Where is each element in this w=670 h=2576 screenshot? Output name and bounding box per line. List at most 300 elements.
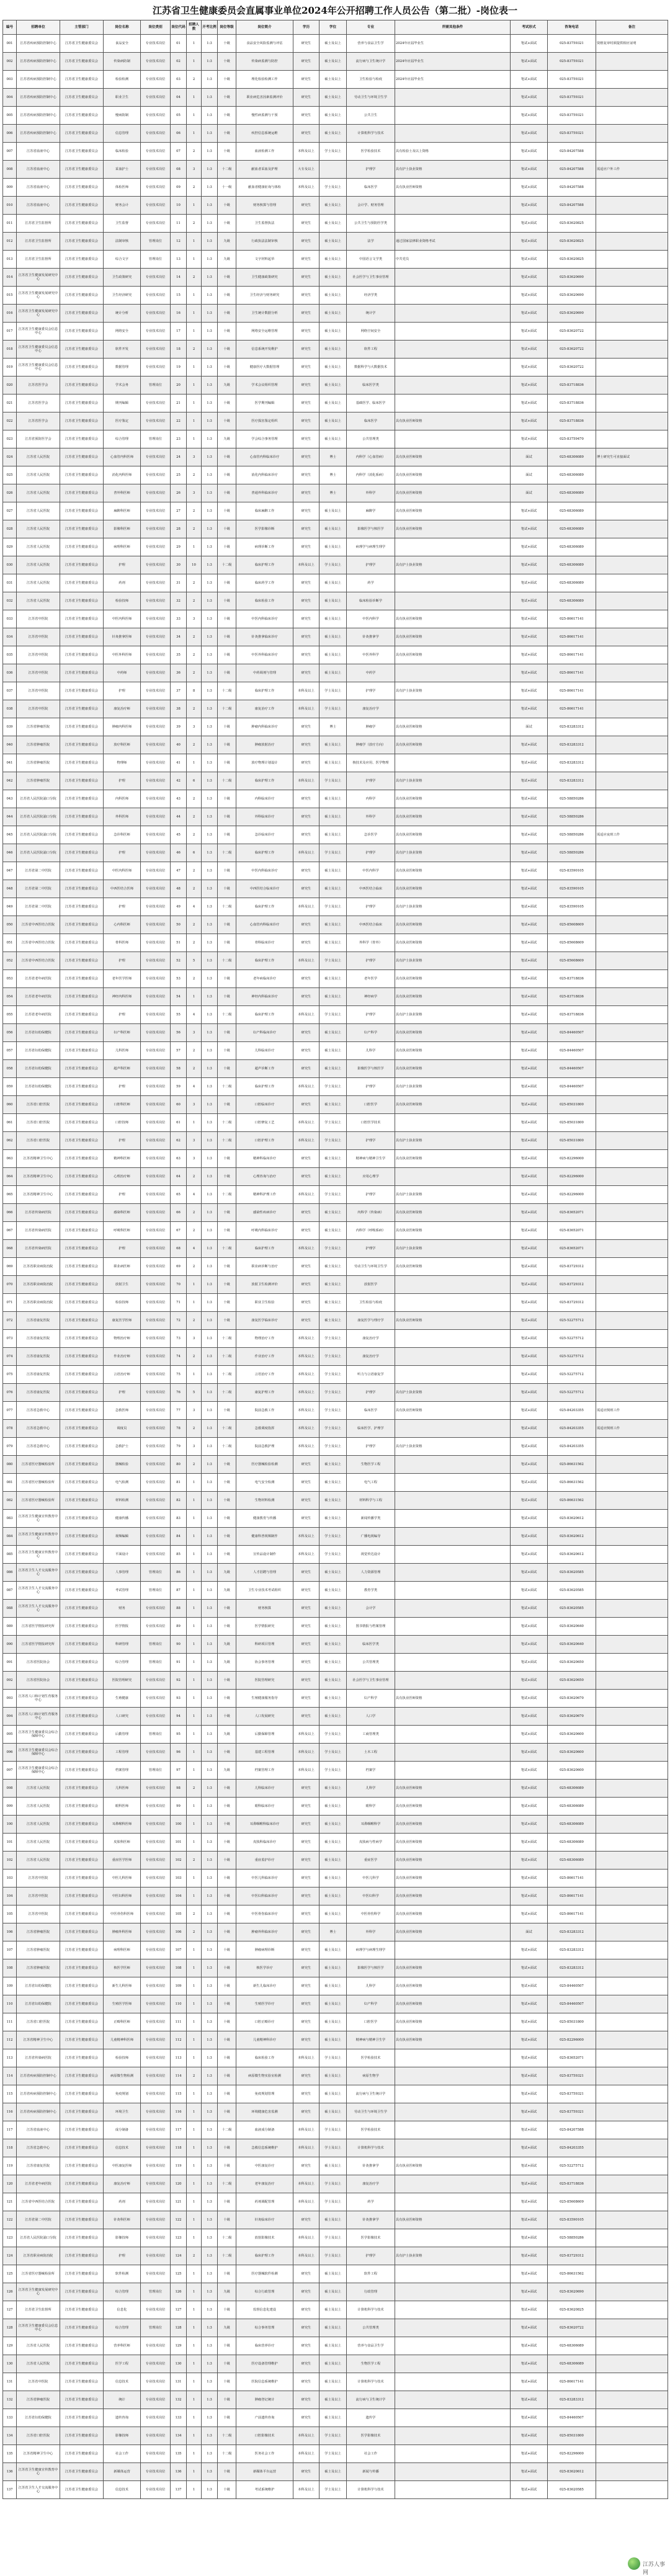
table-row (3, 484, 668, 502)
table-cell: 笔试+面试 (511, 2355, 548, 2373)
table-cell: 007 (3, 143, 17, 161)
table-cell: 具有执业医师资格 (395, 1816, 511, 1834)
table-cell: 笔试+面试 (511, 898, 548, 916)
table-cell: 江苏省精神卫生中心 (17, 1150, 60, 1168)
table-cell: 2024年应届毕业生 (395, 71, 511, 89)
table-cell: 江苏省卫生健康委员会 (60, 574, 104, 592)
table-cell: 学士及以上 (319, 1744, 347, 1762)
table-cell: 江苏省卫生健康委员会 (60, 1420, 104, 1438)
table-cell: 106 (171, 1923, 187, 1941)
table-cell: 江苏省中医院 (17, 2373, 60, 2391)
table-cell: 耳鼻咽喉科临床诊疗 (236, 1816, 293, 1834)
table-cell: 十级 (218, 1150, 236, 1168)
table-cell: 013 (3, 251, 17, 269)
table-cell: 研究生 (293, 988, 319, 1006)
table-cell: 025-83620585 (548, 1600, 596, 1618)
column-header: 专业 (347, 20, 395, 35)
table-cell: 综合文字 (104, 251, 141, 269)
table-cell: 公共管理类 (347, 1654, 395, 1672)
table-cell: 信息管理 (104, 125, 141, 143)
table-cell: 研究生 (293, 1294, 319, 1312)
table-cell (596, 2103, 668, 2121)
table-cell: 134 (3, 2427, 17, 2445)
table-cell: 中医内科临床诊疗 (236, 610, 293, 628)
table-cell: 专业技术岗位 (141, 1330, 171, 1348)
table-cell (596, 1168, 668, 1186)
table-cell: 专业技术岗位 (141, 1096, 171, 1114)
table-cell: 1 (187, 1294, 202, 1312)
table-cell: 心理治疗师 (104, 1168, 141, 1186)
table-cell: 具有护士执业资格 (395, 1078, 511, 1096)
table-cell: 129 (171, 2337, 187, 2355)
table-cell: 江苏省卫生健康委员会 (60, 89, 104, 107)
table-cell: 具有检验士及以上资格 (395, 143, 511, 161)
table-cell: 中医儿科医师 (104, 1870, 141, 1887)
table-cell: 025-83283312 (548, 772, 596, 790)
table-cell: 1 (187, 2391, 202, 2409)
table-cell: 具有执业医师资格 (395, 1024, 511, 1042)
table-cell: 江苏省卫生健康委员会 (60, 628, 104, 646)
table-cell: 儿科学 (347, 1977, 395, 1995)
table-cell (596, 1726, 668, 1744)
table-cell: 1:3 (202, 466, 218, 484)
table-cell: 专业技术岗位 (141, 1816, 171, 1834)
table-cell: 硕士及以上 (319, 2391, 347, 2409)
table-cell: 十二级 (218, 1420, 236, 1438)
table-cell: 025-83590105 (548, 898, 596, 916)
table-cell: 025-68306089 (548, 502, 596, 520)
table-cell: 025 (3, 466, 17, 484)
table-cell (395, 287, 511, 305)
table-cell: 研究生 (293, 2265, 319, 2283)
table-cell: 025-58850286 (548, 844, 596, 862)
table-cell: 十级 (218, 448, 236, 466)
table-cell: 笔试+面试 (511, 251, 548, 269)
table-cell: 江苏省人口和计划生育服务中心 (17, 1708, 60, 1726)
table-cell (596, 502, 668, 520)
table-cell: 32 (171, 592, 187, 610)
table-cell: 62 (171, 1132, 187, 1150)
table-cell: 肿瘤外科临床诊疗 (236, 1923, 293, 1941)
table-cell: 具有执业医师资格 (395, 1995, 511, 2013)
table-cell: 肿瘤放射治疗 (236, 736, 293, 754)
table-cell: 095 (3, 1726, 17, 1744)
table-cell: 专业技术岗位 (141, 700, 171, 718)
table-row (3, 1708, 668, 1726)
table-cell: 027 (3, 502, 17, 520)
table-cell: 护理 (104, 1384, 141, 1402)
table-cell: 江苏省卫生监督所 (17, 251, 60, 269)
table-cell (596, 430, 668, 448)
table-cell: 67 (171, 1222, 187, 1240)
table-cell: 专业技术岗位 (141, 143, 171, 161)
table-cell: 1 (187, 323, 202, 341)
table-row (3, 1546, 668, 1564)
table-cell: 1 (187, 2193, 202, 2211)
table-cell: 中医骨伤科医师 (104, 1905, 141, 1923)
table-cell: 江苏省卫生健康委员会 (60, 934, 104, 952)
table-cell: 江苏省卫生健康委员会 (60, 377, 104, 394)
table-cell: 江苏省卫生健康委员会 (60, 646, 104, 664)
table-cell: 江苏省卫生健康委员会 (60, 520, 104, 538)
table-cell: 江苏省人民医院 (17, 502, 60, 520)
table-cell: 4 (187, 1078, 202, 1096)
table-cell: 听力与言语康复学 (347, 1366, 395, 1384)
table-cell: 江苏省卫生健康委员会 (60, 2247, 104, 2265)
table-cell: 067 (3, 1222, 17, 1240)
table-cell: 医疗器械软件检测 (236, 2265, 293, 2283)
table-cell: 024 (3, 448, 17, 466)
table-cell: 004 (3, 89, 17, 107)
table-cell: 博士 (319, 1923, 347, 1941)
table-cell: 专业技术岗位 (141, 2229, 171, 2247)
table-cell: 74 (171, 1348, 187, 1366)
table-cell: 硕士及以上 (319, 1456, 347, 1474)
table-cell: 病原微生物检测 (104, 2067, 141, 2085)
table-row (3, 1834, 668, 1852)
table-cell: 专业技术岗位 (141, 1941, 171, 1959)
table-cell: 025-83283312 (548, 718, 596, 736)
table-cell: 1:3 (202, 1780, 218, 1798)
table-cell: 医学检验技术 (347, 2049, 395, 2067)
table-cell: 专业技术岗位 (141, 2337, 171, 2355)
table-cell (395, 2427, 511, 2445)
table-cell (395, 2193, 511, 2211)
table-cell: 24 (171, 448, 187, 466)
table-cell: 1:3 (202, 610, 218, 628)
table-cell: 笔试+面试 (511, 2463, 548, 2481)
table-cell: 工商管理类 (347, 1726, 395, 1744)
table-cell: 硕士及以上 (319, 341, 347, 359)
table-row (3, 1186, 668, 1204)
table-cell: 十级 (218, 2103, 236, 2121)
table-cell: 1:3 (202, 1042, 218, 1060)
column-header: 所需其他条件 (395, 20, 511, 35)
table-cell: 江苏省卫生健康委员会 (60, 700, 104, 718)
table-cell: 硕士及以上 (319, 2265, 347, 2283)
table-cell: 十级 (218, 2139, 236, 2157)
table-cell: 笔试+面试 (511, 736, 548, 754)
table-cell: 1 (187, 251, 202, 269)
table-cell: 江苏省卫生健康委员会 (60, 233, 104, 251)
table-cell: 1 (187, 2013, 202, 2031)
table-cell: 86 (171, 1564, 187, 1582)
table-cell (596, 1330, 668, 1348)
table-cell: 研究生 (293, 1995, 319, 2013)
table-cell: 2 (187, 646, 202, 664)
table-cell: 普通外科临床诊疗 (236, 484, 293, 502)
table-cell (596, 2409, 668, 2427)
table-cell: 研究生 (293, 2103, 319, 2121)
table-cell: 江苏省卫生健康委员会 (60, 2265, 104, 2283)
table-cell: 研究生 (293, 359, 319, 377)
table-cell: 江苏省卫生健康委员会 (60, 1222, 104, 1240)
table-cell: 管理岗位 (141, 2283, 171, 2301)
table-cell: 江苏省卫生健康发展研究中心 (17, 305, 60, 323)
table-cell: 护理 (104, 1078, 141, 1096)
table-cell: 研究生 (293, 862, 319, 880)
table-cell: 江苏省卫生健康委员会 (60, 1096, 104, 1114)
table-cell: 新媒体运营 (104, 2463, 141, 2481)
table-cell: 笔试+面试 (511, 1510, 548, 1528)
table-cell: 后勤保障管理 (236, 1726, 293, 1744)
table-cell: 025-85608609 (548, 934, 596, 952)
table-cell: 信息技术 (104, 2139, 141, 2157)
table-cell: 博士 (319, 484, 347, 502)
table-row (3, 1905, 668, 1923)
table-cell: 硕士及以上 (319, 1294, 347, 1312)
table-cell: 妇产科学 (347, 1690, 395, 1708)
table-cell: 4 (187, 1240, 202, 1258)
table-cell: 江苏省卫生健康委员会 (60, 2481, 104, 2499)
table-cell: 江苏省卫生健康委员会 (60, 2391, 104, 2409)
table-cell: 江苏省卫生健康委员会 (60, 1977, 104, 1995)
table-cell: 1:3 (202, 1672, 218, 1690)
table-cell: 法学 (347, 233, 395, 251)
table-cell: 十级 (218, 988, 236, 1006)
table-cell: 084 (3, 1528, 17, 1546)
table-cell: 江苏省中西医结合医院 (17, 952, 60, 970)
table-cell: 2 (187, 790, 202, 808)
table-cell: 江苏省职业病防治院 (17, 1258, 60, 1276)
table-cell: 放射卫生检测评价 (236, 1276, 293, 1294)
table-cell: 专业技术岗位 (141, 107, 171, 125)
table-cell: 057 (3, 1042, 17, 1060)
table-cell: 康复治疗学 (347, 1348, 395, 1366)
table-cell: 笔试+面试 (511, 934, 548, 952)
table-row (3, 808, 668, 826)
table-cell: 社会医学与卫生事业管理 (347, 269, 395, 287)
table-row (3, 592, 668, 610)
table-cell: 内科学（传染病） (347, 1204, 395, 1222)
table-cell (596, 2193, 668, 2211)
table-cell: 1 (187, 1995, 202, 2013)
table-cell: 专业技术岗位 (141, 1006, 171, 1024)
table-cell: 十级 (218, 125, 236, 143)
table-cell: 专业技术岗位 (141, 1887, 171, 1905)
table-cell: 025-52275712 (548, 2157, 596, 2175)
table-cell: 研究生 (293, 1222, 319, 1240)
table-cell: 土木工程 (347, 1744, 395, 1762)
table-cell (596, 556, 668, 574)
table-cell: 1:3 (202, 1186, 218, 1204)
table-cell: 精神科临床诊疗 (236, 1150, 293, 1168)
table-cell: 江苏省卫生健康委员会 (60, 161, 104, 179)
table-cell: 025-58850286 (548, 2229, 596, 2247)
table-cell: 十级 (218, 1204, 236, 1222)
table-cell: 025-83759321 (548, 2067, 596, 2085)
table-cell: 江苏省老年病医院 (17, 1006, 60, 1024)
table-cell: 食品安全风险监测与评估 (236, 35, 293, 53)
table-cell: 具有执业医师资格 (395, 1959, 511, 1977)
table-cell: 财务会计 (104, 197, 141, 215)
table-cell: 1:3 (202, 970, 218, 988)
table-cell: 124 (171, 2247, 187, 2265)
table-cell: 1 (187, 538, 202, 556)
table-row (3, 2445, 668, 2463)
table-cell: 025-84207588 (548, 2121, 596, 2139)
table-cell: 025-83620825 (548, 215, 596, 233)
table-cell: 法制审核 (104, 233, 141, 251)
table-row (3, 1168, 668, 1186)
table-cell: 九级 (218, 377, 236, 394)
table-cell: 笔试+面试 (511, 1582, 548, 1600)
table-cell: 笔试+面试 (511, 1024, 548, 1042)
table-cell: 116 (3, 2103, 17, 2121)
positions-table (2, 20, 668, 2499)
table-row (3, 341, 668, 359)
table-cell: 97 (171, 1762, 187, 1780)
table-cell: 1:3 (202, 2013, 218, 2031)
table-cell: 病理学与病理生理学 (347, 1941, 395, 1959)
table-cell: 025-83729312 (548, 2247, 596, 2265)
table-cell: 具有执业医师资格 (395, 1042, 511, 1060)
table-cell: 十级 (218, 269, 236, 287)
table-cell: 研究生 (293, 1852, 319, 1870)
table-cell: 财务 (104, 1600, 141, 1618)
table-cell: 1:3 (202, 143, 218, 161)
table-row (3, 53, 668, 71)
table-cell: 023 (3, 430, 17, 448)
table-cell: 硕士及以上 (319, 826, 347, 844)
table-cell: 93 (171, 1690, 187, 1708)
table-cell: 研究生 (293, 1780, 319, 1798)
table-cell: 作业治疗工作 (236, 1348, 293, 1366)
table-cell: 需适应倒班工作 (596, 1420, 668, 1438)
table-cell: 043 (3, 790, 17, 808)
table-cell: 十级 (218, 1456, 236, 1474)
table-cell: 学士及以上 (319, 1726, 347, 1744)
table-cell: 核医学诊疗 (236, 1959, 293, 1977)
table-cell: 笔试+面试 (511, 1870, 548, 1887)
table-cell: 29 (171, 538, 187, 556)
table-cell: 具有执业医师资格 (395, 2157, 511, 2175)
table-cell: 专业技术岗位 (141, 2391, 171, 2409)
table-cell: 025-83620690 (548, 269, 596, 287)
table-cell: 中医内科医师 (104, 862, 141, 880)
table-cell: 慢病防制 (104, 107, 141, 125)
table-cell: 2 (187, 1258, 202, 1276)
table-cell: 1 (187, 2463, 202, 2481)
table-cell (596, 53, 668, 71)
table-cell: 专业技术岗位 (141, 1708, 171, 1726)
table-cell: 放疗科医师 (104, 736, 141, 754)
table-cell: 025-86617141 (548, 646, 596, 664)
table-cell: 47 (171, 862, 187, 880)
table-cell: 江苏省卫生健康委员会 (60, 880, 104, 898)
table-cell (596, 1995, 668, 2013)
table-cell: 学士及以上 (319, 2427, 347, 2445)
table-cell: 生殖健康服务指导 (236, 1690, 293, 1708)
table-cell (395, 2085, 511, 2103)
table-cell: 具有执业医师资格 (395, 1258, 511, 1276)
table-cell (596, 1042, 668, 1060)
table-cell: 025-84207588 (548, 143, 596, 161)
table-cell: 1:3 (202, 2139, 218, 2157)
table-cell: 1:3 (202, 1420, 218, 1438)
table-row (3, 1600, 668, 1618)
table-cell: 笔试+面试 (511, 412, 548, 430)
table-row (3, 412, 668, 430)
table-row (3, 1456, 668, 1474)
table-cell: 临床护理工作 (236, 682, 293, 700)
table-cell: 专业技术岗位 (141, 1348, 171, 1366)
table-cell: 硕士及以上 (319, 790, 347, 808)
table-cell (596, 898, 668, 916)
table-cell: 笔试+面试 (511, 107, 548, 125)
table-cell: 骨科临床诊疗 (236, 934, 293, 952)
table-cell: 口腔医学 (347, 2013, 395, 2031)
table-cell: 专业技术岗位 (141, 1240, 171, 1258)
table-cell: 2 (187, 1780, 202, 1798)
table-cell: 025-83620650 (548, 1672, 596, 1690)
table-cell: 笔试+面试 (511, 880, 548, 898)
table-cell: 09 (171, 179, 187, 197)
table-cell: 1 (187, 1528, 202, 1546)
table-cell: 专业技术岗位 (141, 179, 171, 197)
table-cell: 中医妇科学 (347, 1887, 395, 1905)
table-cell: 研究生 (293, 1636, 319, 1654)
table-cell: 中医外科临床诊疗 (236, 646, 293, 664)
table-cell: 专业技术岗位 (141, 1114, 171, 1132)
table-cell: 硕士及以上 (319, 2283, 347, 2301)
table-cell: 十二级 (218, 898, 236, 916)
table-cell: 内科临床诊疗 (236, 790, 293, 808)
table-cell: 医学影像诊断 (236, 520, 293, 538)
table-cell: 笔试+面试 (511, 988, 548, 1006)
table-cell: 025-58850286 (548, 790, 596, 808)
table-cell (395, 1762, 511, 1780)
table-cell: 职业病诊断与治疗 (236, 1258, 293, 1276)
table-cell: 十级 (218, 1492, 236, 1510)
table-cell: 2 (187, 1312, 202, 1330)
table-cell: 专业技术岗位 (141, 1078, 171, 1096)
table-cell: 50 (171, 916, 187, 934)
table-cell: 研究生 (293, 1654, 319, 1672)
table-cell: 硕士及以上 (319, 592, 347, 610)
table-cell: 江苏省卫生健康发展研究中心 (17, 2283, 60, 2301)
table-cell: 十二级 (218, 1006, 236, 1024)
table-cell: 069 (3, 1258, 17, 1276)
table-cell: 临床医学 (347, 412, 395, 430)
table-cell: 硕士及以上 (319, 2031, 347, 2049)
table-cell: 1:3 (202, 1618, 218, 1636)
table-cell: 健康传播 (104, 1510, 141, 1528)
table-row (3, 2409, 668, 2427)
table-cell: 江苏省卫生健康委员会 (60, 2121, 104, 2139)
table-row (3, 988, 668, 1006)
table-cell: 2 (187, 934, 202, 952)
table-row (3, 1654, 668, 1672)
column-header: 主管部门 (60, 20, 104, 35)
table-cell: 心内科医师 (104, 916, 141, 934)
table-cell: 1:3 (202, 2067, 218, 2085)
table-cell: 硕士及以上 (319, 1042, 347, 1060)
table-cell: 025-84203355 (548, 1402, 596, 1420)
table-cell: 1 (187, 1798, 202, 1816)
table-cell (596, 1204, 668, 1222)
table-cell: 江苏省卫生健康委员会 (60, 916, 104, 934)
table-cell: 096 (3, 1744, 17, 1762)
table-cell: 专业技术岗位 (141, 826, 171, 844)
table-cell: 江苏省口腔医院 (17, 1132, 60, 1150)
table-cell: 025-82296000 (548, 1186, 596, 1204)
table-cell: 1 (187, 1474, 202, 1492)
table-cell: 1 (187, 988, 202, 1006)
table-cell: 本科及以上 (293, 898, 319, 916)
table-cell: 专业技术岗位 (141, 412, 171, 430)
table-cell (596, 2229, 668, 2247)
